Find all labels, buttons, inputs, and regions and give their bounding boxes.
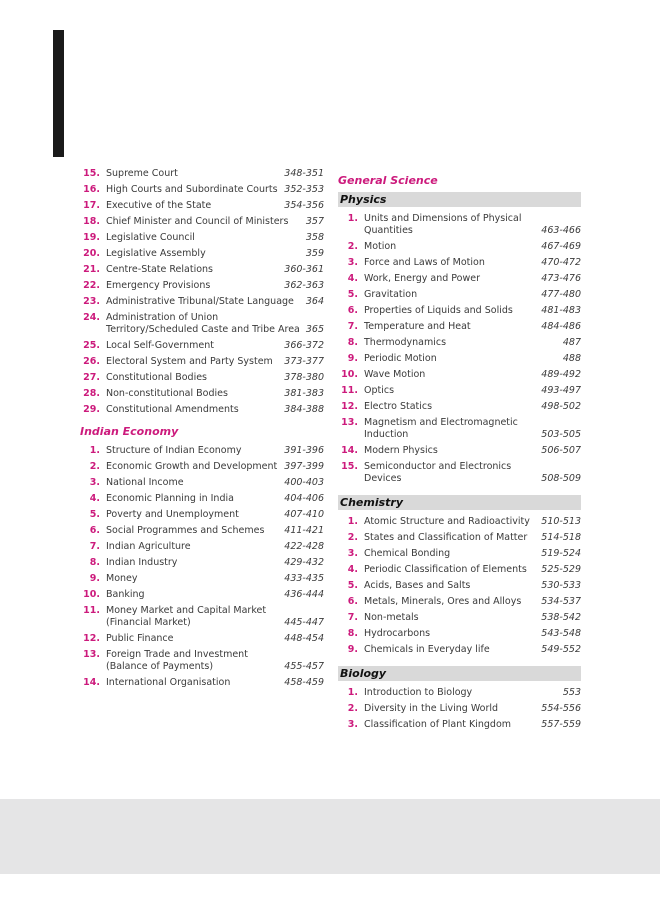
entry-title: Money — [106, 573, 138, 584]
subheading-chemistry: Chemistry — [338, 495, 581, 510]
entry-number: 5. — [347, 289, 358, 300]
toc-entry[interactable] — [80, 587, 324, 603]
entry-pages: 553 — [562, 687, 581, 698]
toc-entry[interactable] — [80, 278, 324, 294]
economy-list — [80, 443, 324, 691]
toc-entry[interactable] — [338, 717, 581, 733]
entry-pages: 554-556 — [541, 703, 581, 714]
entry-number: 2. — [89, 461, 100, 472]
subheading-biology: Biology — [338, 666, 581, 681]
entry-number: 5. — [89, 509, 100, 520]
entry-pages: 358 — [305, 232, 324, 243]
toc-entry[interactable] — [80, 166, 324, 182]
entry-title: Centre-State Relations — [106, 264, 213, 275]
entry-number: 2. — [347, 241, 358, 252]
entry-pages: 463-466 — [541, 225, 581, 236]
entry-number: 10. — [341, 369, 358, 380]
entry-number: 1. — [347, 687, 358, 698]
entry-pages: 514-518 — [541, 532, 581, 543]
entry-title: Poverty and Unemployment — [106, 509, 239, 520]
entry-pages: 530-533 — [541, 580, 581, 591]
entry-number: 3. — [347, 257, 358, 268]
entry-number: 16. — [83, 184, 100, 195]
entry-title: Atomic Structure and Radioactivity — [364, 516, 530, 527]
entry-title: Legislative Assembly — [106, 248, 206, 259]
entry-number: 1. — [347, 516, 358, 527]
entry-number: 1. — [347, 213, 358, 224]
entry-title: Metals, Minerals, Ores and Alloys — [364, 596, 522, 607]
entry-number: 13. — [83, 649, 100, 660]
entry-number: 8. — [347, 337, 358, 348]
entry-title: Emergency Provisions — [106, 280, 211, 291]
entry-title: Money Market and Capital Market (Financial Market) — [106, 605, 267, 628]
toc-entry[interactable] — [80, 631, 324, 647]
toc-entry[interactable] — [80, 246, 324, 262]
entry-pages: 445-447 — [284, 617, 324, 628]
entry-pages: 357 — [305, 216, 324, 227]
entry-title: Diversity in the Living World — [364, 703, 499, 714]
entry-title: Modern Physics — [364, 445, 438, 456]
entry-number: 8. — [89, 557, 100, 568]
entry-number: 28. — [83, 388, 100, 399]
entry-pages: 493-497 — [541, 385, 581, 396]
toc-entry[interactable] — [80, 402, 324, 418]
toc-entry[interactable] — [80, 675, 324, 691]
entry-pages: 510-513 — [541, 516, 581, 527]
entry-pages: 525-529 — [541, 564, 581, 575]
entry-title: States and Classification of Matter — [364, 532, 528, 543]
toc-entry[interactable] — [80, 198, 324, 214]
entry-number: 4. — [347, 564, 358, 575]
entry-title: Acids, Bases and Salts — [364, 580, 471, 591]
toc-entry[interactable] — [80, 507, 324, 523]
entry-number: 29. — [83, 404, 100, 415]
entry-pages: 433-435 — [284, 573, 324, 584]
entry-number: 5. — [347, 580, 358, 591]
entry-pages: 354-356 — [284, 200, 324, 211]
entry-title: Chief Minister and Council of Ministers — [106, 216, 289, 227]
toc-entry[interactable] — [338, 610, 581, 626]
entry-number: 2. — [347, 703, 358, 714]
toc-entry[interactable] — [338, 459, 581, 487]
entry-number: 4. — [89, 493, 100, 504]
entry-pages: 364 — [305, 296, 324, 307]
entry-number: 21. — [83, 264, 100, 275]
chemistry-list — [338, 514, 581, 658]
entry-title: Indian Industry — [106, 557, 178, 568]
entry-number: 10. — [83, 589, 100, 600]
entry-pages: 384-388 — [284, 404, 324, 415]
entry-number: 26. — [83, 356, 100, 367]
entry-pages: 467-469 — [541, 241, 581, 252]
toc-entry[interactable] — [338, 239, 581, 255]
toc-entry[interactable] — [338, 367, 581, 383]
entry-title: Social Programmes and Schemes — [106, 525, 265, 536]
entry-pages: 429-432 — [284, 557, 324, 568]
entry-title: Legislative Council — [106, 232, 195, 243]
entry-title: Gravitation — [364, 289, 418, 300]
section-heading-indian-economy: Indian Economy — [80, 425, 179, 438]
entry-number: 18. — [83, 216, 100, 227]
entry-pages: 498-502 — [541, 401, 581, 412]
toc-entry[interactable] — [338, 685, 581, 701]
entry-number: 9. — [89, 573, 100, 584]
entry-number: 7. — [347, 612, 358, 623]
entry-pages: 411-421 — [284, 525, 324, 536]
toc-entry[interactable] — [80, 370, 324, 386]
subheading-physics: Physics — [338, 192, 581, 207]
entry-pages: 508-509 — [541, 473, 581, 484]
toc-entry[interactable] — [338, 546, 581, 562]
toc-entry[interactable] — [80, 647, 324, 675]
footer-band — [0, 799, 660, 874]
entry-pages: 348-351 — [284, 168, 324, 179]
entry-title: Periodic Motion — [364, 353, 437, 364]
entry-title: Periodic Classification of Elements — [364, 564, 527, 575]
entry-pages: 519-524 — [541, 548, 581, 559]
entry-title: Economic Planning in India — [106, 493, 234, 504]
toc-entry[interactable] — [80, 555, 324, 571]
toc-right-column — [338, 166, 581, 733]
entry-number: 22. — [83, 280, 100, 291]
entry-title: Temperature and Heat — [364, 321, 471, 332]
entry-title: Properties of Liquids and Solids — [364, 305, 513, 316]
entry-number: 9. — [347, 644, 358, 655]
toc-entry[interactable] — [80, 338, 324, 354]
entry-number: 13. — [341, 417, 358, 428]
entry-title: International Organisation — [106, 677, 231, 688]
toc-entry[interactable] — [338, 211, 581, 239]
toc-entry[interactable] — [338, 351, 581, 367]
entry-number: 6. — [347, 305, 358, 316]
entry-number: 14. — [341, 445, 358, 456]
entry-pages: 538-542 — [541, 612, 581, 623]
entry-title: Constitutional Bodies — [106, 372, 207, 383]
entry-title: Magnetism and Electromagnetic Induction — [364, 417, 518, 440]
toc-entry[interactable] — [80, 262, 324, 278]
entry-title: Banking — [106, 589, 145, 600]
biology-list — [338, 685, 581, 733]
toc-entry[interactable] — [338, 594, 581, 610]
entry-number: 17. — [83, 200, 100, 211]
entry-pages: 488 — [562, 353, 581, 364]
entry-title: Units and Dimensions of Physical Quantities — [364, 213, 522, 236]
entry-pages: 359 — [305, 248, 324, 259]
entry-number: 2. — [347, 532, 358, 543]
toc-entry[interactable] — [338, 319, 581, 335]
toc-entry[interactable] — [80, 491, 324, 507]
entry-number: 27. — [83, 372, 100, 383]
entry-number: 11. — [83, 605, 100, 616]
toc-entry[interactable] — [80, 310, 324, 338]
entry-title: Administration of Union Territory/Scheduled Caste and Tribe Area — [106, 312, 300, 335]
entry-number: 6. — [347, 596, 358, 607]
entry-number: 1. — [89, 445, 100, 456]
entry-pages: 503-505 — [541, 429, 581, 440]
toc-entry[interactable] — [338, 514, 581, 530]
entry-title: Classification of Plant Kingdom — [364, 719, 512, 730]
entry-number: 7. — [89, 541, 100, 552]
toc-entry[interactable] — [338, 415, 581, 443]
entry-title: Public Finance — [106, 633, 174, 644]
toc-entry[interactable] — [338, 701, 581, 717]
entry-number: 7. — [347, 321, 358, 332]
entry-pages: 381-383 — [284, 388, 324, 399]
entry-number: 6. — [89, 525, 100, 536]
entry-title: Executive of the State — [106, 200, 212, 211]
entry-number: 23. — [83, 296, 100, 307]
entry-title: Local Self-Government — [106, 340, 215, 351]
entry-title: Administrative Tribunal/State Language — [106, 296, 294, 307]
entry-title: Indian Agriculture — [106, 541, 191, 552]
entry-pages: 549-552 — [541, 644, 581, 655]
entry-number: 15. — [341, 461, 358, 472]
entry-number: 3. — [89, 477, 100, 488]
entry-title: Foreign Trade and Investment (Balance of Payments) — [106, 649, 248, 672]
entry-title: Wave Motion — [364, 369, 426, 380]
entry-number: 11. — [341, 385, 358, 396]
entry-pages: 487 — [562, 337, 581, 348]
toc-entry[interactable] — [80, 523, 324, 539]
toc-entry[interactable] — [80, 459, 324, 475]
entry-title: Structure of Indian Economy — [106, 445, 242, 456]
entry-number: 3. — [347, 719, 358, 730]
toc-entry[interactable] — [338, 642, 581, 658]
toc-entry[interactable] — [80, 475, 324, 491]
toc-entry[interactable] — [338, 578, 581, 594]
toc-entry[interactable] — [80, 443, 324, 459]
polity-list — [80, 166, 324, 418]
toc-entry[interactable] — [80, 603, 324, 631]
entry-title: Work, Energy and Power — [364, 273, 480, 284]
entry-title: Non-constitutional Bodies — [106, 388, 228, 399]
entry-number: 9. — [347, 353, 358, 364]
toc-entry[interactable] — [80, 539, 324, 555]
entry-pages: 422-428 — [284, 541, 324, 552]
entry-number: 3. — [347, 548, 358, 559]
entry-pages: 477-480 — [541, 289, 581, 300]
entry-pages: 352-353 — [284, 184, 324, 195]
entry-title: Chemical Bonding — [364, 548, 451, 559]
entry-pages: 365 — [305, 324, 324, 335]
toc-entry[interactable] — [338, 287, 581, 303]
toc-entry[interactable] — [80, 571, 324, 587]
entry-title: Force and Laws of Motion — [364, 257, 485, 268]
toc-entry[interactable] — [338, 530, 581, 546]
entry-pages: 470-472 — [541, 257, 581, 268]
toc-entry[interactable] — [338, 255, 581, 271]
entry-title: National Income — [106, 477, 184, 488]
entry-pages: 400-403 — [284, 477, 324, 488]
toc-entry[interactable] — [338, 335, 581, 351]
entry-title: Economic Growth and Development — [106, 461, 278, 472]
section-heading-general-science: General Science — [338, 174, 438, 187]
toc-entry[interactable] — [338, 443, 581, 459]
chapter-marker-bar — [53, 30, 64, 157]
entry-title: Introduction to Biology — [364, 687, 473, 698]
entry-title: Hydrocarbons — [364, 628, 431, 639]
toc-entry[interactable] — [338, 399, 581, 415]
entry-pages: 360-361 — [284, 264, 324, 275]
entry-pages: 448-454 — [284, 633, 324, 644]
entry-pages: 557-559 — [541, 719, 581, 730]
toc-entry[interactable] — [80, 354, 324, 370]
entry-number: 8. — [347, 628, 358, 639]
entry-number: 15. — [83, 168, 100, 179]
entry-pages: 366-372 — [284, 340, 324, 351]
entry-number: 12. — [341, 401, 358, 412]
entry-title: Thermodynamics — [364, 337, 447, 348]
physics-list — [338, 211, 581, 487]
entry-title: Semiconductor and Electronics Devices — [364, 461, 512, 484]
entry-pages: 407-410 — [284, 509, 324, 520]
entry-pages: 481-483 — [541, 305, 581, 316]
toc-entry[interactable] — [338, 626, 581, 642]
entry-title: Non-metals — [364, 612, 419, 623]
entry-title: Electro Statics — [364, 401, 433, 412]
toc-entry[interactable] — [338, 562, 581, 578]
entry-pages: 436-444 — [284, 589, 324, 600]
toc-entry[interactable] — [80, 182, 324, 198]
entry-number: 4. — [347, 273, 358, 284]
entry-pages: 391-396 — [284, 445, 324, 456]
entry-pages: 378-380 — [284, 372, 324, 383]
entry-pages: 373-377 — [284, 356, 324, 367]
entry-pages: 484-486 — [541, 321, 581, 332]
entry-pages: 458-459 — [284, 677, 324, 688]
entry-pages: 362-363 — [284, 280, 324, 291]
entry-pages: 489-492 — [541, 369, 581, 380]
toc-entry[interactable] — [338, 383, 581, 399]
entry-title: Supreme Court — [106, 168, 178, 179]
toc-entry[interactable] — [80, 214, 324, 230]
entry-title: Electoral System and Party System — [106, 356, 273, 367]
entry-pages: 543-548 — [541, 628, 581, 639]
entry-title: Constitutional Amendments — [106, 404, 239, 415]
entry-title: Motion — [364, 241, 397, 252]
entry-pages: 455-457 — [284, 661, 324, 672]
entry-pages: 473-476 — [541, 273, 581, 284]
entry-pages: 397-399 — [284, 461, 324, 472]
entry-pages: 506-507 — [541, 445, 581, 456]
entry-number: 24. — [83, 312, 100, 323]
toc-entry[interactable] — [338, 271, 581, 287]
entry-number: 12. — [83, 633, 100, 644]
entry-pages: 534-537 — [541, 596, 581, 607]
toc-entry[interactable] — [80, 386, 324, 402]
entry-number: 25. — [83, 340, 100, 351]
toc-entry[interactable] — [338, 303, 581, 319]
toc-entry[interactable] — [80, 230, 324, 246]
entry-pages: 404-406 — [284, 493, 324, 504]
toc-left-column — [80, 166, 324, 691]
entry-number: 19. — [83, 232, 100, 243]
entry-number: 14. — [83, 677, 100, 688]
toc-entry[interactable] — [80, 294, 324, 310]
entry-number: 20. — [83, 248, 100, 259]
entry-title: Optics — [364, 385, 395, 396]
entry-title: Chemicals in Everyday life — [364, 644, 490, 655]
entry-title: High Courts and Subordinate Courts — [106, 184, 278, 195]
